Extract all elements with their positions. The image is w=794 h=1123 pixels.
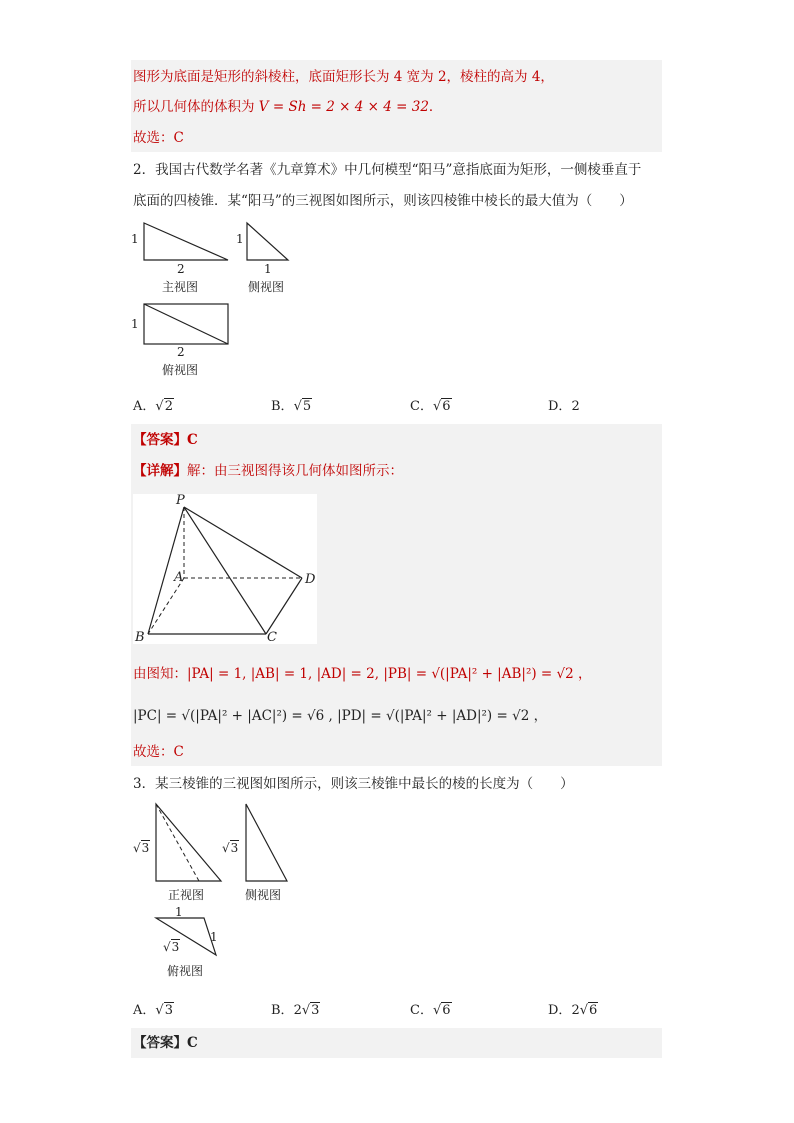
q3-option-b-prefix: 2	[293, 1003, 302, 1018]
q2-option-d-letter: D．	[548, 399, 572, 414]
prev-explanation-line1: 图形为底面是矩形的斜棱柱，底面矩形长为 4 宽为 2，棱柱的高为 4，	[133, 69, 554, 85]
q2-option-d-value: 2	[571, 399, 580, 414]
q3-side-view	[245, 803, 295, 883]
q3-top-left-value: 3	[171, 940, 180, 954]
q2-option-c[interactable]: C．√6	[410, 399, 451, 414]
q2-top-view	[143, 303, 243, 348]
q3-option-c-letter: C．	[410, 1003, 433, 1018]
q2-calc-line2	[133, 707, 547, 725]
q3-top-caption: 俯视图	[167, 964, 204, 978]
q3-side-caption: 侧视图	[245, 888, 282, 902]
q2-option-c-letter: C．	[410, 399, 433, 414]
q2-calc-line1-text: 由图知：|PA| = 1, |AB| = 1, |AD| = 2, |PB| = √(|PA|² + |AB|²) = √2 ，	[133, 666, 592, 682]
q2-detail-label: 【详解】	[133, 463, 187, 479]
q2-point-d: D	[305, 572, 316, 587]
q3-option-b-letter: B．	[271, 1003, 294, 1018]
q3-option-d-prefix: 2	[571, 1003, 580, 1018]
q2-calc-line1	[133, 665, 592, 683]
q2-detail	[133, 462, 403, 480]
q2-answer-choice: 故选：C	[133, 744, 184, 760]
q2-option-c-value: 6	[442, 399, 451, 414]
q2-side-view	[246, 222, 296, 262]
q2-front-height-label: 1	[131, 232, 139, 246]
prev-explanation-line2	[133, 98, 442, 116]
q2-detail-text: 解：由三视图得该几何体如图所示：	[187, 463, 403, 479]
q2-side-height-label: 1	[236, 232, 244, 246]
q3-side-height-value: 3	[230, 841, 239, 855]
q2-side-caption: 侧视图	[248, 280, 285, 294]
q3-answer-band	[131, 1028, 662, 1058]
q2-calc-line2-text: |PC| = √(|PA|² + |AC|²) = √6 , |PD| = √(|PA|² + |AD|²) = √2 ，	[133, 708, 548, 724]
q2-option-d[interactable]	[548, 395, 580, 414]
q2-point-a: A	[174, 570, 184, 585]
q3-side-height-label: √3	[222, 841, 239, 855]
q3-front-caption: 正视图	[168, 888, 205, 902]
prev-explanation-prefix: 所以几何体的体积为	[133, 99, 259, 115]
q2-top-caption: 俯视图	[162, 363, 199, 377]
q2-front-view	[143, 222, 243, 262]
q2-point-b: B	[135, 630, 145, 645]
q2-option-a-letter: A．	[133, 399, 156, 414]
q3-option-a[interactable]: A．√3	[133, 1003, 173, 1018]
q2-front-caption: 主视图	[162, 280, 199, 294]
prev-explanation-suffix: ．	[428, 99, 443, 115]
q2-front-width-label: 2	[177, 262, 185, 276]
q2-option-a-value: 2	[164, 399, 173, 414]
q2-option-b[interactable]: B．√5	[271, 399, 312, 414]
q3-option-d-value: 6	[589, 1003, 598, 1018]
prev-answer-choice: 故选：C	[133, 130, 184, 146]
q2-option-a[interactable]: A．√2	[133, 399, 173, 414]
q3-option-a-value: 3	[164, 1003, 173, 1018]
q3-top-left-label: √3	[163, 940, 180, 954]
q3-stem: 3．某三棱锥的三视图如图所示，则该三棱锥中最长的棱的长度为（ ）	[133, 776, 574, 792]
q3-front-height-value: 3	[141, 841, 150, 855]
q3-option-d[interactable]: D．2√6	[548, 1003, 598, 1018]
q3-top-right-label: 1	[210, 930, 218, 944]
q2-top-height-label: 1	[131, 317, 139, 331]
q3-option-b-value: 3	[311, 1003, 320, 1018]
q2-top-width-label: 2	[177, 345, 185, 359]
q3-option-b[interactable]: B．2√3	[271, 1003, 320, 1018]
q2-option-b-letter: B．	[271, 399, 294, 414]
q3-option-c-value: 6	[442, 1003, 451, 1018]
q2-point-c: C	[267, 630, 277, 645]
q3-option-a-letter: A．	[133, 1003, 156, 1018]
q2-stem-line2: 底面的四棱锥．某“阳马”的三视图如图所示，则该四棱锥中棱长的最大值为（ ）	[133, 193, 633, 209]
q2-pyramid-figure	[133, 494, 317, 644]
q3-option-c[interactable]: C．√6	[410, 1003, 451, 1018]
q2-option-b-value: 5	[302, 399, 312, 414]
q3-option-d-letter: D．	[548, 1003, 572, 1018]
q3-top-top-label: 1	[175, 905, 183, 919]
volume-formula: V = Sh = 2 × 4 × 4 = 32	[258, 99, 429, 115]
q2-answer: 【答案】C	[133, 432, 198, 448]
q3-answer: 【答案】C	[133, 1035, 198, 1051]
q3-front-height-label: √3	[133, 841, 150, 855]
q2-point-p: P	[176, 493, 185, 508]
q2-stem-line1: 2．我国古代数学名著《九章算术》中几何模型“阳马”意指底面为矩形，一侧棱垂直于	[133, 162, 642, 178]
q2-side-width-label: 1	[264, 262, 272, 276]
